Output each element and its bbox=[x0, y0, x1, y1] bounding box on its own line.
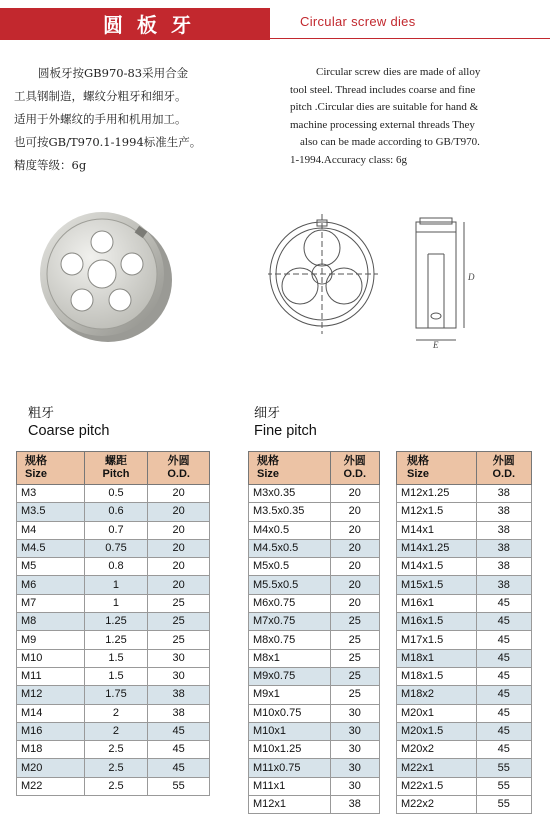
table-cell: 45 bbox=[148, 722, 210, 740]
col-header-cn: 外圆 bbox=[343, 455, 366, 467]
table-cell: 55 bbox=[476, 777, 531, 795]
table-row bbox=[249, 576, 380, 594]
table-row bbox=[249, 594, 380, 612]
table-row bbox=[249, 722, 380, 740]
table-row bbox=[17, 576, 210, 594]
table-row bbox=[397, 485, 532, 503]
table-row bbox=[397, 667, 532, 685]
table-cell: 20 bbox=[330, 485, 380, 503]
table-cell: M16x1 bbox=[397, 594, 477, 612]
col-header-en: Pitch bbox=[102, 468, 130, 480]
intro-cn-line: 工具钢制造，螺纹分粗牙和细牙。 bbox=[14, 89, 187, 103]
table-cell: M11 bbox=[17, 667, 85, 685]
table-row bbox=[17, 521, 210, 539]
table-row bbox=[17, 777, 210, 795]
table-cell: 38 bbox=[476, 503, 531, 521]
col-header-od bbox=[476, 452, 531, 485]
table-cell: 25 bbox=[148, 613, 210, 631]
table-cell: M11x1 bbox=[249, 777, 331, 795]
table-cell: M17x1.5 bbox=[397, 631, 477, 649]
table-cell: M20x1 bbox=[397, 704, 477, 722]
table-cell: M16x1.5 bbox=[397, 613, 477, 631]
table-row bbox=[249, 613, 380, 631]
col-header-en: O.D. bbox=[343, 468, 367, 480]
table-cell: 38 bbox=[476, 521, 531, 539]
table-row bbox=[17, 613, 210, 631]
table-row bbox=[17, 686, 210, 704]
table-row bbox=[397, 741, 532, 759]
table-cell: 2 bbox=[84, 704, 148, 722]
coarse-pitch-table bbox=[16, 451, 210, 796]
table-cell: 2.5 bbox=[84, 741, 148, 759]
dimension-d-label: D bbox=[468, 272, 475, 282]
col-header-en: O.D. bbox=[167, 468, 190, 480]
table-cell: M10 bbox=[17, 649, 85, 667]
col-header-cn: 规格 bbox=[407, 455, 429, 467]
coarse-title-en: Coarse pitch bbox=[28, 423, 110, 439]
table-cell: 38 bbox=[476, 558, 531, 576]
table-row bbox=[249, 741, 380, 759]
table-cell: M3.5 bbox=[17, 503, 85, 521]
table-cell: M12x1 bbox=[249, 796, 331, 814]
die-drawing bbox=[268, 210, 498, 350]
table-cell: M20x1.5 bbox=[397, 722, 477, 740]
table-cell: 45 bbox=[476, 649, 531, 667]
table-cell: M8 bbox=[17, 613, 85, 631]
fine-pitch-table-left bbox=[248, 451, 380, 814]
table-row bbox=[249, 539, 380, 557]
page-header bbox=[0, 0, 550, 46]
table-cell: 2 bbox=[84, 722, 148, 740]
table-row bbox=[17, 539, 210, 557]
table-row bbox=[17, 741, 210, 759]
table-row bbox=[17, 594, 210, 612]
table-cell: M12 bbox=[17, 686, 85, 704]
table-row bbox=[397, 539, 532, 557]
table-row bbox=[397, 686, 532, 704]
table-cell: 45 bbox=[476, 722, 531, 740]
table-row bbox=[397, 521, 532, 539]
table-cell: M14x1.5 bbox=[397, 558, 477, 576]
table-cell: M18x2 bbox=[397, 686, 477, 704]
table-row bbox=[397, 759, 532, 777]
table-row bbox=[17, 485, 210, 503]
table-cell: 20 bbox=[330, 521, 380, 539]
intro-english bbox=[290, 64, 540, 169]
table-cell: 30 bbox=[330, 722, 380, 740]
table-header-row bbox=[17, 452, 210, 485]
table-cell: M4.5x0.5 bbox=[249, 539, 331, 557]
col-header-od bbox=[330, 452, 380, 485]
table-cell: M9x0.75 bbox=[249, 667, 331, 685]
intro-en-line: 1-1994.Accuracy class: 6g bbox=[290, 153, 407, 166]
table-cell: M12x1.25 bbox=[397, 485, 477, 503]
table-cell: 55 bbox=[148, 777, 210, 795]
table-cell: 20 bbox=[330, 539, 380, 557]
table-cell: 45 bbox=[476, 741, 531, 759]
table-cell: 38 bbox=[476, 485, 531, 503]
table-cell: 25 bbox=[330, 613, 380, 631]
table-cell: 20 bbox=[148, 576, 210, 594]
table-cell: M9x1 bbox=[249, 686, 331, 704]
table-cell: 30 bbox=[148, 667, 210, 685]
table-cell: 55 bbox=[476, 759, 531, 777]
intro-en-line: tool steel. Thread includes coarse and fine bbox=[290, 83, 476, 96]
col-header-en: Size bbox=[25, 468, 48, 480]
table-cell: M8x1 bbox=[249, 649, 331, 667]
table-row bbox=[17, 759, 210, 777]
fine-pitch-table-right bbox=[396, 451, 532, 814]
table-cell: 25 bbox=[330, 631, 380, 649]
table-cell: 0.6 bbox=[84, 503, 148, 521]
table-cell: 2.5 bbox=[84, 777, 148, 795]
header-rule bbox=[270, 38, 550, 39]
table-row bbox=[397, 796, 532, 814]
table-row bbox=[249, 631, 380, 649]
coarse-title-cn: 粗牙 bbox=[28, 406, 55, 421]
table-row bbox=[249, 521, 380, 539]
col-header-size bbox=[397, 452, 477, 485]
table-cell: 55 bbox=[476, 796, 531, 814]
table-cell: 38 bbox=[148, 686, 210, 704]
table-cell: M20x2 bbox=[397, 741, 477, 759]
table-cell: 30 bbox=[330, 759, 380, 777]
col-header-od bbox=[148, 452, 210, 485]
table-cell: 2.5 bbox=[84, 759, 148, 777]
table-row bbox=[249, 503, 380, 521]
table-row bbox=[249, 667, 380, 685]
table-cell: 1.25 bbox=[84, 631, 148, 649]
table-cell: M5 bbox=[17, 558, 85, 576]
table-header-row bbox=[397, 452, 532, 485]
intro-en-line: pitch .Circular dies are suitable for hand & bbox=[290, 101, 479, 113]
table-cell: 45 bbox=[476, 631, 531, 649]
table-row bbox=[249, 704, 380, 722]
table-row bbox=[397, 722, 532, 740]
table-cell: 45 bbox=[476, 594, 531, 612]
intro-en-line: also can be made according to GB/T970. bbox=[300, 136, 480, 148]
intro-cn-line: 圆板牙按GB970-83采用合金 bbox=[38, 66, 189, 80]
col-header-size bbox=[249, 452, 331, 485]
table-cell: 20 bbox=[148, 521, 210, 539]
table-cell: M14 bbox=[17, 704, 85, 722]
col-header-en: Size bbox=[407, 468, 430, 480]
table-cell: 25 bbox=[330, 667, 380, 685]
fine-section-title bbox=[254, 406, 317, 440]
table-cell: M10x1 bbox=[249, 722, 331, 740]
table-cell: 45 bbox=[148, 759, 210, 777]
table-row bbox=[249, 759, 380, 777]
table-row bbox=[397, 503, 532, 521]
table-cell: 45 bbox=[476, 704, 531, 722]
table-row bbox=[249, 796, 380, 814]
col-header-cn: 规格 bbox=[257, 455, 279, 467]
table-cell: M14x1.25 bbox=[397, 539, 477, 557]
intro-cn-line: 精度等级：6g bbox=[14, 158, 87, 172]
table-row bbox=[397, 649, 532, 667]
table-row bbox=[17, 649, 210, 667]
table-cell: 20 bbox=[148, 485, 210, 503]
table-row bbox=[397, 704, 532, 722]
table-cell: M4 bbox=[17, 521, 85, 539]
table-cell: M4.5 bbox=[17, 539, 85, 557]
table-cell: 38 bbox=[476, 539, 531, 557]
table-cell: M18x1.5 bbox=[397, 667, 477, 685]
table-cell: M16 bbox=[17, 722, 85, 740]
table-row bbox=[397, 631, 532, 649]
col-header-en: O.D. bbox=[492, 468, 516, 480]
table-cell: M6x0.75 bbox=[249, 594, 331, 612]
table-cell: 1.25 bbox=[84, 613, 148, 631]
table-cell: M3.5x0.35 bbox=[249, 503, 331, 521]
table-cell: M20 bbox=[17, 759, 85, 777]
table-cell: 1 bbox=[84, 594, 148, 612]
table-cell: 45 bbox=[148, 741, 210, 759]
table-cell: 30 bbox=[330, 777, 380, 795]
table-cell: M7x0.75 bbox=[249, 613, 331, 631]
table-row bbox=[249, 558, 380, 576]
table-cell: 38 bbox=[476, 576, 531, 594]
table-cell: M3x0.35 bbox=[249, 485, 331, 503]
table-cell: M10x1.25 bbox=[249, 741, 331, 759]
table-row bbox=[397, 576, 532, 594]
table-row bbox=[17, 704, 210, 722]
table-row bbox=[17, 558, 210, 576]
intro-cn-line: 适用于外螺纹的手用和机用加工。 bbox=[14, 112, 187, 126]
table-cell: M11x0.75 bbox=[249, 759, 331, 777]
table-cell: M18x1 bbox=[397, 649, 477, 667]
table-cell: M15x1.5 bbox=[397, 576, 477, 594]
table-cell: M8x0.75 bbox=[249, 631, 331, 649]
table-cell: 20 bbox=[330, 558, 380, 576]
col-header-cn: 螺距 bbox=[104, 455, 127, 467]
table-cell: M12x1.5 bbox=[397, 503, 477, 521]
table-cell: 20 bbox=[148, 539, 210, 557]
table-cell: 0.75 bbox=[84, 539, 148, 557]
table-row bbox=[397, 613, 532, 631]
table-cell: 38 bbox=[148, 704, 210, 722]
table-cell: M3 bbox=[17, 485, 85, 503]
table-cell: M10x0.75 bbox=[249, 704, 331, 722]
table-cell: 1.75 bbox=[84, 686, 148, 704]
coarse-section-title bbox=[28, 406, 109, 440]
table-cell: 38 bbox=[330, 796, 380, 814]
table-row bbox=[397, 777, 532, 795]
table-cell: 1.5 bbox=[84, 667, 148, 685]
table-row bbox=[17, 722, 210, 740]
table-cell: M9 bbox=[17, 631, 85, 649]
table-row bbox=[249, 485, 380, 503]
table-row bbox=[249, 686, 380, 704]
table-cell: M4x0.5 bbox=[249, 521, 331, 539]
table-header-row bbox=[249, 452, 380, 485]
table-row bbox=[397, 594, 532, 612]
table-cell: 20 bbox=[330, 503, 380, 521]
intro-cn-line: 也可按GB/T970.1-1994标准生产。 bbox=[14, 135, 202, 149]
table-cell: 30 bbox=[330, 741, 380, 759]
table-cell: M6 bbox=[17, 576, 85, 594]
intro-en-line: machine processing external threads They bbox=[290, 118, 475, 131]
table-cell: 30 bbox=[148, 649, 210, 667]
table-cell: 1.5 bbox=[84, 649, 148, 667]
table-cell: 0.8 bbox=[84, 558, 148, 576]
table-cell: M5.5x0.5 bbox=[249, 576, 331, 594]
table-row bbox=[397, 558, 532, 576]
page-title-en: Circular screw dies bbox=[300, 14, 416, 29]
table-cell: 45 bbox=[476, 667, 531, 685]
table-cell: 25 bbox=[330, 686, 380, 704]
table-cell: 0.5 bbox=[84, 485, 148, 503]
table-row bbox=[17, 667, 210, 685]
col-header-cn: 外圆 bbox=[492, 455, 515, 467]
table-cell: M22x1 bbox=[397, 759, 477, 777]
table-cell: 20 bbox=[148, 558, 210, 576]
table-cell: 30 bbox=[330, 704, 380, 722]
table-cell: 25 bbox=[148, 594, 210, 612]
fine-title-en: Fine pitch bbox=[254, 423, 317, 439]
table-cell: M22x2 bbox=[397, 796, 477, 814]
table-cell: M22x1.5 bbox=[397, 777, 477, 795]
col-header-pitch bbox=[84, 452, 148, 485]
intro-en-line: Circular screw dies are made of alloy bbox=[316, 66, 481, 78]
table-cell: 20 bbox=[330, 594, 380, 612]
table-cell: M7 bbox=[17, 594, 85, 612]
col-header-en: Size bbox=[257, 468, 280, 480]
table-cell: M22 bbox=[17, 777, 85, 795]
table-cell: 0.7 bbox=[84, 521, 148, 539]
table-row bbox=[17, 631, 210, 649]
table-cell: 20 bbox=[148, 503, 210, 521]
fine-title-cn: 细牙 bbox=[254, 406, 281, 421]
col-header-cn: 规格 bbox=[25, 455, 47, 467]
die-photo bbox=[36, 200, 176, 350]
table-cell: M14x1 bbox=[397, 521, 477, 539]
table-cell: M18 bbox=[17, 741, 85, 759]
table-cell: 25 bbox=[148, 631, 210, 649]
table-cell: M5x0.5 bbox=[249, 558, 331, 576]
table-cell: 45 bbox=[476, 613, 531, 631]
col-header-cn: 外圆 bbox=[167, 455, 190, 467]
table-cell: 20 bbox=[330, 576, 380, 594]
table-row bbox=[249, 777, 380, 795]
table-cell: 25 bbox=[330, 649, 380, 667]
table-cell: 1 bbox=[84, 576, 148, 594]
intro-chinese bbox=[14, 62, 264, 177]
table-row bbox=[17, 503, 210, 521]
col-header-size bbox=[17, 452, 85, 485]
page-title-cn: 圆板牙 bbox=[103, 13, 205, 37]
dimension-e-label: E bbox=[433, 340, 439, 350]
table-row bbox=[249, 649, 380, 667]
table-cell: 45 bbox=[476, 686, 531, 704]
